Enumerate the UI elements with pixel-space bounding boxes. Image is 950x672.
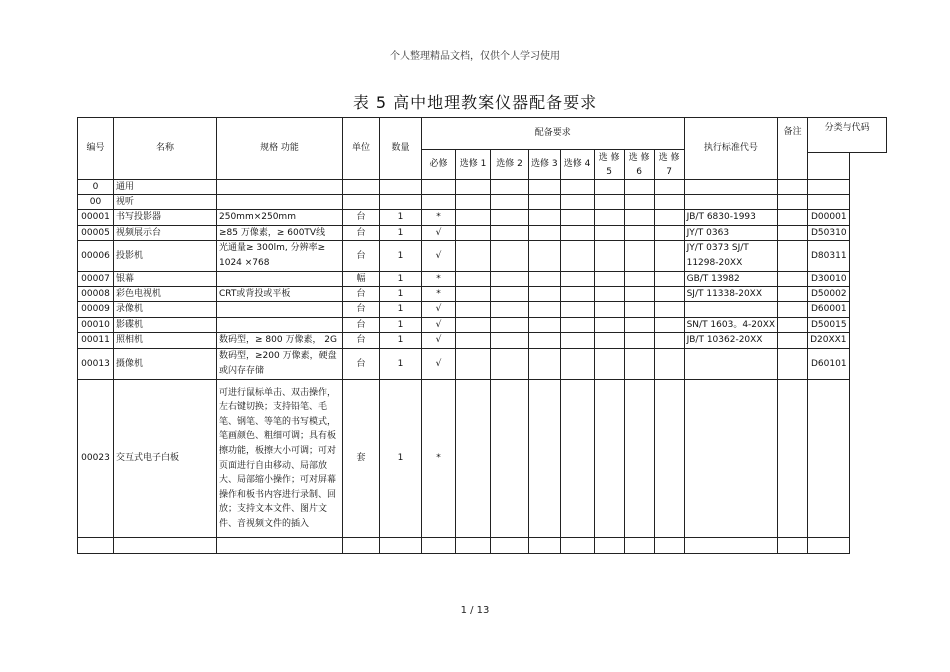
cell-unit: 幅 [343,272,380,287]
cell-name: 影碟机 [114,318,217,333]
cell-elective [529,272,561,287]
cell-required: √ [422,302,456,318]
cell-qty [380,195,422,210]
table-row [78,195,850,210]
cell-name: 录像机 [114,302,217,318]
cell-qty: 1 [380,349,422,380]
cell-elective [654,380,684,538]
cell-class-code: D60101 [808,349,849,380]
cell-class-code: D50310 [808,226,849,241]
cell-remark [778,538,808,554]
table-row [78,287,850,302]
cell-spec: 数码型，≥200 万像素，硬盘或闪存存储 [217,349,343,380]
cell-name: 照相机 [114,333,217,349]
cell-elective [624,349,654,380]
cell-elective [654,226,684,241]
cell-elective [624,318,654,333]
cell-unit: 台 [343,318,380,333]
cell-remark [778,349,808,380]
cell-elective [594,302,624,318]
cell-required [422,180,456,195]
cell-elective [624,195,654,210]
header-sub-required: 必修 [422,150,456,180]
cell-remark [778,380,808,538]
header-sub-elective-6: 选 修 6 [624,150,654,180]
cell-elective [654,349,684,380]
header-remark: 备注 [778,118,808,180]
cell-name: 彩色电视机 [114,287,217,302]
cell-code: 00009 [78,302,114,318]
cell-elective [594,287,624,302]
cell-code [78,538,114,554]
cell-class-code [808,538,849,554]
cell-elective [624,380,654,538]
cell-elective [456,180,491,195]
header-sub-elective-2: 选修 2 [491,150,529,180]
cell-elective [491,210,529,226]
cell-elective [456,333,491,349]
cell-spec [217,180,343,195]
table-row [78,226,850,241]
table-row [78,349,850,380]
cell-unit: 套 [343,380,380,538]
cell-name: 摄像机 [114,349,217,380]
cell-elective [456,318,491,333]
cell-standard: JB/T 10362-20XX [684,333,778,349]
cell-elective [624,226,654,241]
header-sub-elective-1: 选修 1 [456,150,491,180]
header-sub-elective-3: 选修 3 [529,150,561,180]
cell-elective [529,302,561,318]
cell-elective [654,333,684,349]
cell-elective [491,287,529,302]
cell-elective [491,195,529,210]
cell-elective [529,180,561,195]
cell-qty: 1 [380,302,422,318]
cell-class-code: D60001 [808,302,849,318]
cell-standard: GB/T 13982 [684,272,778,287]
cell-elective [560,333,594,349]
cell-elective [491,272,529,287]
cell-elective [456,272,491,287]
cell-elective [456,241,491,272]
cell-elective [456,210,491,226]
cell-elective [529,195,561,210]
cell-elective [594,538,624,554]
cell-qty: 1 [380,241,422,272]
cell-class-code: D80311 [808,241,849,272]
header-name: 名称 [114,118,217,180]
cell-class-code: D00001 [808,210,849,226]
page-header-note: 个人整理精品文档，仅供个人学习使用 [390,51,560,62]
header-unit: 单位 [343,118,380,180]
cell-spec [217,538,343,554]
cell-elective [654,302,684,318]
cell-class-code: D30010 [808,272,849,287]
cell-elective [560,287,594,302]
cell-standard [684,302,778,318]
cell-elective [456,380,491,538]
cell-spec [217,195,343,210]
page-title: 表 5 高中地理教案仪器配备要求 [352,93,598,112]
cell-elective [654,287,684,302]
cell-elective [624,241,654,272]
cell-standard: JB/T 6830-1993 [684,210,778,226]
cell-spec: 可进行鼠标单击、双击操作，左右键切换；支持铅笔、毛笔、钢笔、等笔的书写模式，笔画颜色、粗细可调；具有板擦功能，板擦大小可调；可对页面进行自由移动、局部放大、局部缩小操作；可对屏幕操作和板书内容进行录制、回放；支持文本文件、图片文件、音视频文件的插入 [217,380,343,538]
cell-required: * [422,272,456,287]
cell-standard: JY/T 0373 SJ/T 11298-20XX [684,241,778,272]
cell-elective [529,333,561,349]
header-sub-elective-4: 选修 4 [560,150,594,180]
cell-elective [594,272,624,287]
cell-code: 00 [78,195,114,210]
cell-elective [654,180,684,195]
cell-elective [594,349,624,380]
equipment-table [77,117,870,554]
cell-elective [594,210,624,226]
cell-code: 00001 [78,210,114,226]
cell-elective [624,180,654,195]
cell-elective [529,318,561,333]
cell-elective [529,287,561,302]
cell-required: √ [422,333,456,349]
cell-elective [624,287,654,302]
cell-elective [560,349,594,380]
table-row [78,318,850,333]
cell-class-code: D50015 [808,318,849,333]
cell-code: 00005 [78,226,114,241]
cell-spec: 数码型，≥ 800 万像素， 2G [217,333,343,349]
cell-elective [560,226,594,241]
cell-elective [456,287,491,302]
cell-qty: 1 [380,287,422,302]
cell-elective [594,226,624,241]
cell-elective [491,226,529,241]
cell-required [422,538,456,554]
cell-unit [343,180,380,195]
cell-elective [654,195,684,210]
header-qty: 数量 [380,118,422,180]
cell-elective [560,318,594,333]
cell-elective [529,226,561,241]
header-class-code: 分类与代码 [807,117,887,153]
cell-elective [560,195,594,210]
cell-standard [684,538,778,554]
cell-elective [594,318,624,333]
cell-spec: ≥85 万像素，≥ 600TV线 [217,226,343,241]
cell-elective [491,241,529,272]
cell-elective [624,210,654,226]
cell-required: * [422,287,456,302]
cell-standard: JY/T 0363 [684,226,778,241]
cell-required [422,195,456,210]
table-row [78,180,850,195]
cell-elective [594,195,624,210]
page-number: 1 / 13 [460,605,490,616]
cell-elective [560,210,594,226]
cell-elective [560,380,594,538]
cell-elective [560,241,594,272]
cell-elective [624,272,654,287]
cell-elective [491,302,529,318]
cell-standard: SN/T 1603。4-20XX [684,318,778,333]
cell-remark [778,195,808,210]
cell-elective [594,180,624,195]
cell-standard [684,349,778,380]
cell-elective [560,538,594,554]
header-sub-elective-7: 选 修 7 [654,150,684,180]
table-row [78,380,850,538]
cell-elective [456,302,491,318]
cell-code: 0 [78,180,114,195]
cell-spec [217,272,343,287]
cell-elective [529,380,561,538]
cell-elective [529,210,561,226]
table-row [78,210,850,226]
cell-elective [491,318,529,333]
cell-spec: CRT或背投或平板 [217,287,343,302]
cell-required: * [422,380,456,538]
cell-remark [778,210,808,226]
cell-qty: 1 [380,272,422,287]
cell-elective [491,538,529,554]
cell-elective [594,333,624,349]
cell-unit: 台 [343,210,380,226]
cell-spec: 光通量≥ 300lm, 分辨率≥ 1024 ×768 [217,241,343,272]
cell-class-code [808,180,849,195]
cell-elective [594,380,624,538]
cell-code: 00013 [78,349,114,380]
header-code: 编号 [78,118,114,180]
header-sub-elective-5: 选 修 5 [594,150,624,180]
cell-elective [654,538,684,554]
cell-qty: 1 [380,380,422,538]
cell-required: √ [422,241,456,272]
cell-standard [684,380,778,538]
cell-qty: 1 [380,226,422,241]
cell-elective [529,241,561,272]
cell-elective [456,349,491,380]
cell-elective [491,349,529,380]
cell-name: 投影机 [114,241,217,272]
cell-standard [684,180,778,195]
cell-remark [778,180,808,195]
table-row [78,538,850,554]
cell-elective [456,226,491,241]
cell-elective [491,380,529,538]
cell-remark [778,226,808,241]
header-std: 执行标准代号 [684,118,778,180]
cell-unit: 台 [343,241,380,272]
cell-name [114,538,217,554]
cell-class-code [808,380,849,538]
cell-qty: 1 [380,210,422,226]
cell-remark [778,272,808,287]
cell-elective [560,302,594,318]
cell-code: 00023 [78,380,114,538]
cell-elective [560,180,594,195]
cell-unit: 台 [343,333,380,349]
table-row [78,302,850,318]
cell-elective [654,210,684,226]
cell-unit [343,195,380,210]
cell-name: 视听 [114,195,217,210]
cell-elective [529,349,561,380]
cell-remark [778,318,808,333]
cell-qty [380,538,422,554]
cell-elective [624,333,654,349]
cell-class-code [808,195,849,210]
cell-unit: 台 [343,287,380,302]
cell-elective [654,272,684,287]
cell-elective [491,333,529,349]
cell-elective [654,318,684,333]
cell-elective [560,272,594,287]
header-spec: 规格 功能 [217,118,343,180]
cell-unit [343,538,380,554]
cell-code: 00006 [78,241,114,272]
cell-remark [778,333,808,349]
cell-elective [491,180,529,195]
cell-elective [624,538,654,554]
cell-unit: 台 [343,302,380,318]
cell-required: * [422,210,456,226]
cell-remark [778,287,808,302]
cell-code: 00007 [78,272,114,287]
cell-spec [217,318,343,333]
cell-elective [529,538,561,554]
header-class-cell [808,118,870,180]
cell-spec: 250mm×250mm [217,210,343,226]
cell-code: 00008 [78,287,114,302]
cell-unit: 台 [343,349,380,380]
cell-class-code: D20XX1 [808,333,849,349]
cell-required: √ [422,226,456,241]
table-row [78,272,850,287]
table-row [78,241,850,272]
cell-elective [456,538,491,554]
cell-name: 视频展示台 [114,226,217,241]
header-config: 配备要求 [422,118,685,150]
cell-standard [684,195,778,210]
cell-remark [778,302,808,318]
cell-code: 00011 [78,333,114,349]
cell-qty: 1 [380,333,422,349]
cell-elective [624,302,654,318]
cell-remark [778,241,808,272]
cell-name: 交互式电子白板 [114,380,217,538]
cell-qty [380,180,422,195]
cell-name: 通用 [114,180,217,195]
cell-spec [217,302,343,318]
cell-name: 银幕 [114,272,217,287]
table-row [78,333,850,349]
cell-elective [456,195,491,210]
cell-required: √ [422,318,456,333]
cell-standard: SJ/T 11338-20XX [684,287,778,302]
cell-qty: 1 [380,318,422,333]
cell-elective [654,241,684,272]
cell-elective [594,241,624,272]
cell-required: √ [422,349,456,380]
cell-class-code: D50002 [808,287,849,302]
cell-code: 00010 [78,318,114,333]
cell-unit: 台 [343,226,380,241]
cell-name: 书写投影器 [114,210,217,226]
